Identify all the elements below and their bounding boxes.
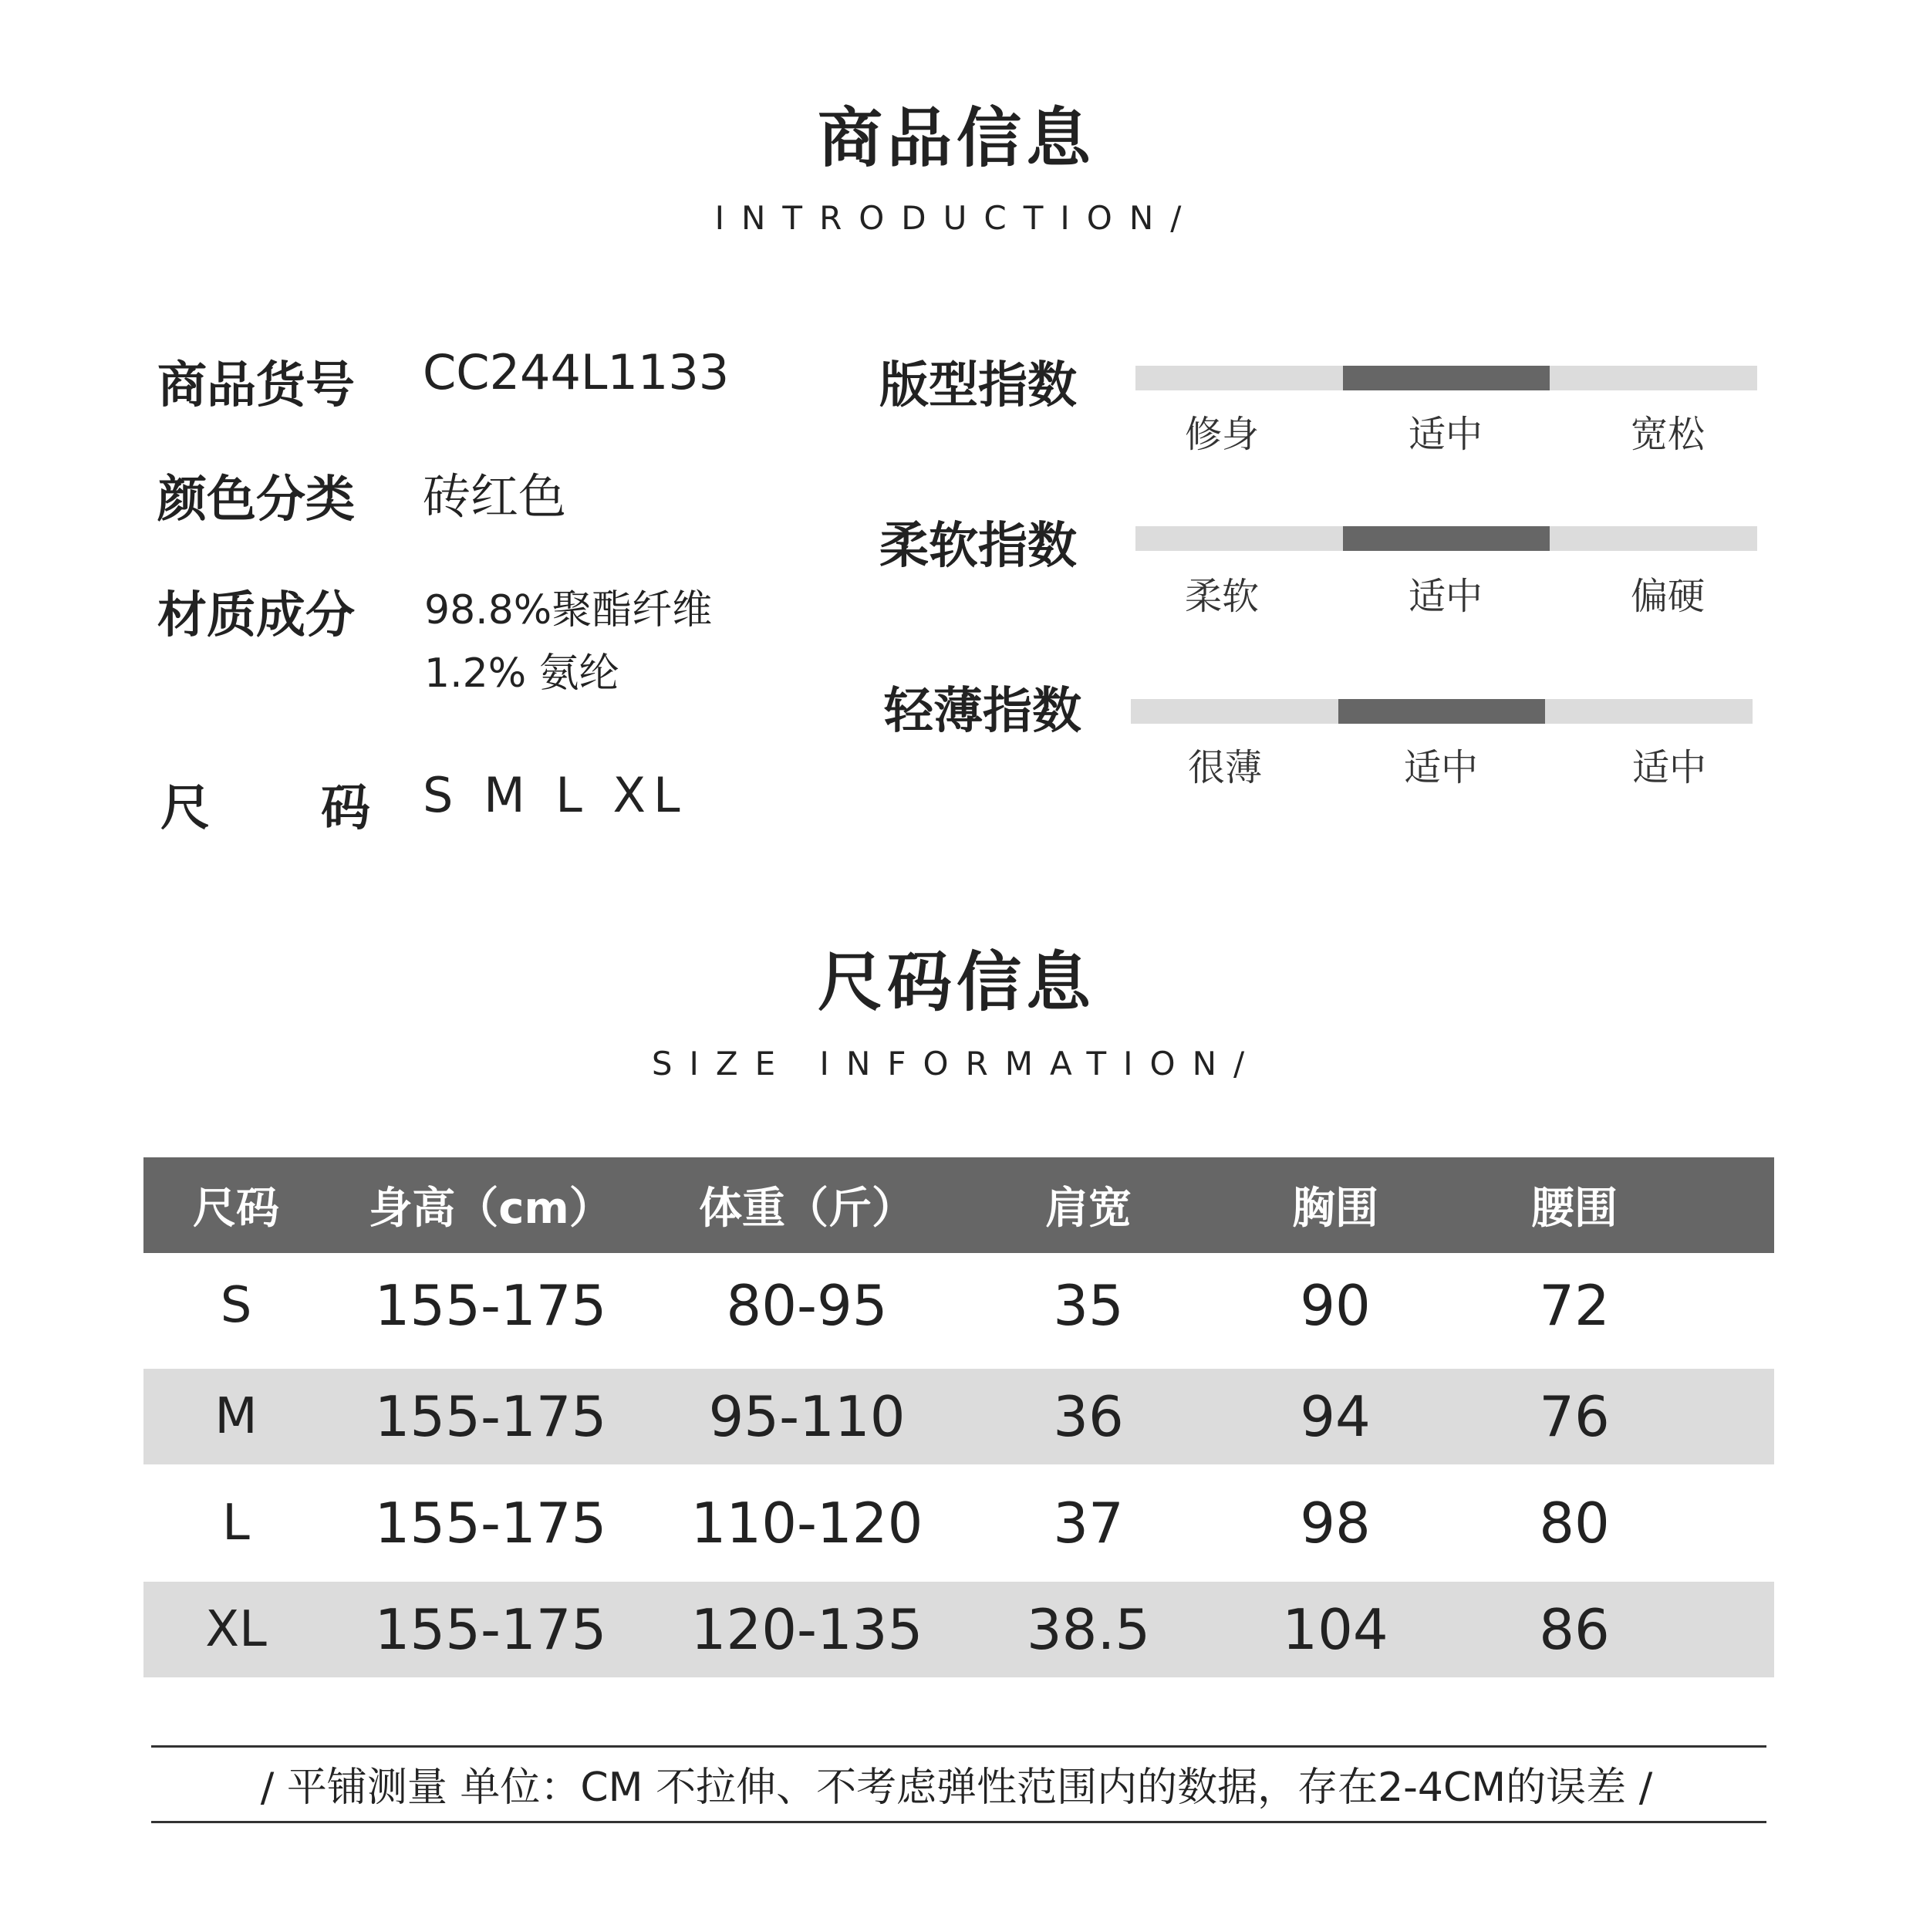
header-shoulder: 肩宽	[1045, 1184, 1132, 1234]
header-size: 尺码	[193, 1184, 279, 1234]
thickness-index-tick-1: 很薄	[1187, 746, 1262, 789]
table-row	[143, 1369, 1774, 1464]
product-code-value: CC244L1133	[423, 344, 730, 400]
size-label-a: 尺	[160, 780, 210, 837]
header-height: 身高（cm）	[369, 1184, 612, 1234]
material-line-1: 98.8%聚酯纤维	[424, 587, 713, 633]
size-value: S M L XL	[423, 767, 688, 823]
fit-index-label: 版型指数	[879, 357, 1077, 414]
cell-height: 155-175	[374, 1597, 607, 1662]
softness-index-tick-3: 偏硬	[1630, 575, 1705, 618]
cell-size: XL	[205, 1601, 267, 1658]
footnote-top-rule	[151, 1745, 1766, 1748]
fit-index-tick-2: 适中	[1408, 413, 1483, 456]
fit-index-tick-1: 修身	[1184, 413, 1259, 456]
cell-weight: 120-135	[690, 1597, 923, 1662]
softness-index-tick-2: 适中	[1408, 575, 1483, 618]
thickness-index-tick-2: 适中	[1403, 746, 1478, 789]
cell-height: 155-175	[374, 1491, 607, 1555]
footnote-bottom-rule	[151, 1821, 1766, 1823]
header-waist: 腰围	[1531, 1184, 1618, 1234]
size-info-subtitle: SIZE INFORMATION/	[651, 1045, 1262, 1083]
cell-height: 155-175	[374, 1273, 607, 1338]
header-chest: 胸围	[1292, 1184, 1378, 1234]
product-code-label: 商品货号	[157, 357, 355, 414]
thickness-index-tick-3: 适中	[1631, 746, 1706, 789]
cell-chest: 98	[1300, 1491, 1371, 1555]
cell-waist: 86	[1539, 1597, 1610, 1662]
thickness-index-label: 轻薄指数	[884, 683, 1081, 740]
softness-index-label: 柔软指数	[879, 518, 1077, 575]
cell-shoulder: 38.5	[1026, 1597, 1151, 1662]
cell-chest: 104	[1282, 1597, 1388, 1662]
cell-weight: 95-110	[708, 1384, 906, 1449]
cell-weight: 80-95	[726, 1273, 888, 1338]
table-row	[143, 1464, 1774, 1582]
cell-size: L	[222, 1495, 250, 1552]
softness-index-tick-1: 柔软	[1184, 575, 1259, 618]
table-row	[143, 1582, 1774, 1677]
intro-title: 商品信息	[817, 100, 1095, 176]
intro-subtitle: INTRODUCTION/	[714, 199, 1199, 237]
cell-size: M	[214, 1388, 258, 1445]
cell-shoulder: 36	[1053, 1384, 1124, 1449]
material-line-2: 1.2% 氨纶	[424, 650, 619, 697]
softness-index-fill	[1343, 526, 1550, 551]
cell-shoulder: 37	[1053, 1491, 1124, 1555]
fit-index-tick-3: 宽松	[1630, 413, 1705, 456]
table-row	[143, 1253, 1774, 1358]
table-header	[143, 1157, 1774, 1253]
cell-shoulder: 35	[1053, 1273, 1124, 1338]
cell-size: S	[220, 1277, 252, 1334]
size-info-title: 尺码信息	[817, 944, 1095, 1020]
material-label: 材质成分	[157, 587, 355, 644]
fit-index-fill	[1343, 366, 1550, 390]
size-label-b: 码	[321, 780, 370, 837]
footnote: / 平铺测量 单位：CM 不拉伸、不考虑弹性范围内的数据，存在2-4CM的误差 /	[260, 1765, 1653, 1811]
cell-waist: 72	[1539, 1273, 1610, 1338]
cell-waist: 76	[1539, 1384, 1610, 1449]
cell-height: 155-175	[374, 1384, 607, 1449]
color-label: 颜色分类	[157, 471, 355, 529]
cell-chest: 94	[1300, 1384, 1371, 1449]
thickness-index-fill	[1338, 699, 1546, 724]
cell-waist: 80	[1539, 1491, 1610, 1555]
cell-weight: 110-120	[690, 1491, 923, 1555]
cell-chest: 90	[1300, 1273, 1371, 1338]
color-value: 砖红色	[423, 468, 567, 525]
header-weight: 体重（斤）	[699, 1184, 915, 1234]
